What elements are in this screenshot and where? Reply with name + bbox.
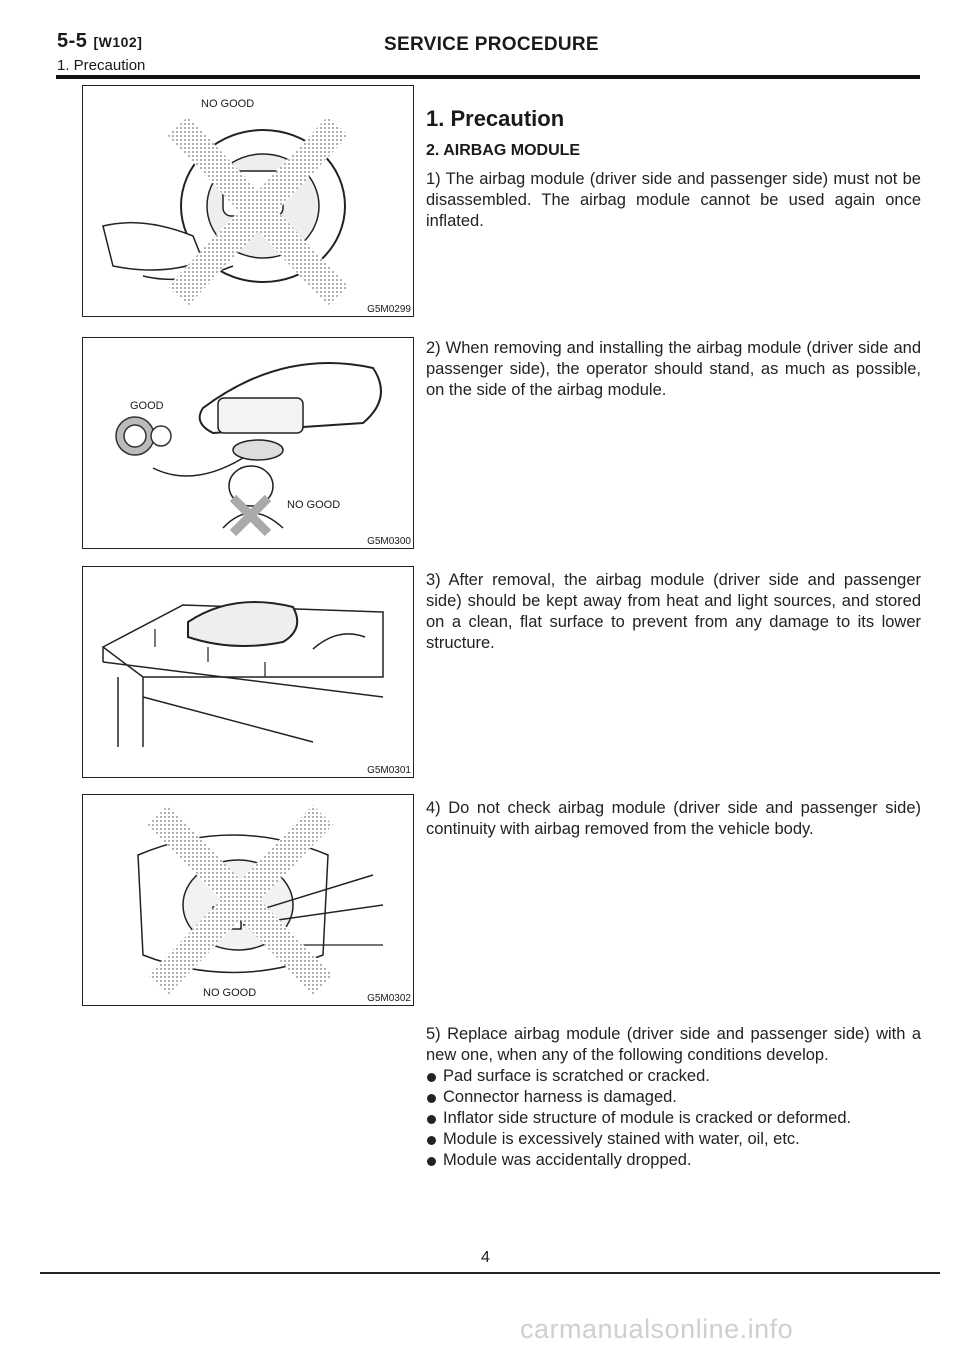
figure-code: G5M0300 [367, 536, 411, 547]
condition-list [426, 1066, 921, 1171]
no-good-label: NO GOOD [287, 499, 341, 511]
subsection-label: 1. Precaution [57, 57, 146, 74]
list-item: Module was accidentally dropped. [426, 1150, 921, 1171]
paragraph: 5) Replace airbag module (driver side and passenger side) with a new one, when any of the following conditions develop. [426, 1025, 921, 1064]
paragraph-3-block [426, 570, 921, 654]
subsection-title: 2. AIRBAG MODULE [426, 142, 581, 159]
paragraph: 3) After removal, the airbag module (driver side and passenger side) should be kept away from heat and light sources, and stored on a clean, flat surface to prevent from any damage to its lower structure. [426, 571, 921, 652]
list-item: Module is excessively stained with water, oil, etc. [426, 1129, 921, 1150]
paragraph-2-block [426, 338, 921, 401]
good-label: GOOD [130, 400, 164, 412]
figure-storage [82, 566, 414, 778]
section-code [57, 30, 142, 53]
page-number: 4 [481, 1249, 490, 1266]
figure-code: G5M0299 [367, 304, 411, 315]
figure-code: G5M0301 [367, 765, 411, 776]
header-rule [56, 75, 920, 79]
paragraph: 4) Do not check airbag module (driver side and passenger side) continuity with airbag removed from the vehicle body. [426, 799, 921, 838]
figure-operator-position [82, 337, 414, 549]
footer-rule [40, 1272, 940, 1274]
paragraph-1-block [426, 169, 921, 232]
figure-no-continuity-check [82, 794, 414, 1006]
steering-wheel-illustration [83, 86, 413, 316]
paragraph: 1) The airbag module (driver side and passenger side) must not be disassembled. The airbag module cannot be used again once inflated. [426, 170, 921, 230]
no-good-label: NO GOOD [201, 98, 255, 110]
watermark: carmanualsonline.info [520, 1314, 794, 1344]
paragraph: 2) When removing and installing the airbag module (driver side and passenger side), the operator should stand, as much as possible, on the side of the airbag module. [426, 339, 921, 399]
continuity-check-illustration [83, 795, 413, 1005]
list-item: Pad surface is scratched or cracked. [426, 1066, 921, 1087]
section-title: 1. Precaution [426, 106, 565, 131]
page-title: SERVICE PROCEDURE [384, 34, 599, 55]
section-code-number: 5-5 [57, 30, 88, 52]
list-item: Connector harness is damaged. [426, 1087, 921, 1108]
list-item: Inflator side structure of module is cracked or deformed. [426, 1108, 921, 1129]
paragraph-5-block [426, 1024, 921, 1171]
figure-code: G5M0302 [367, 993, 411, 1004]
no-good-label: NO GOOD [203, 987, 257, 999]
figure-no-disassemble [82, 85, 414, 317]
section-code-tag: [W102] [93, 34, 143, 50]
operator-position-illustration [83, 338, 413, 548]
airbag-storage-illustration [83, 567, 413, 777]
paragraph-4-block [426, 798, 921, 840]
